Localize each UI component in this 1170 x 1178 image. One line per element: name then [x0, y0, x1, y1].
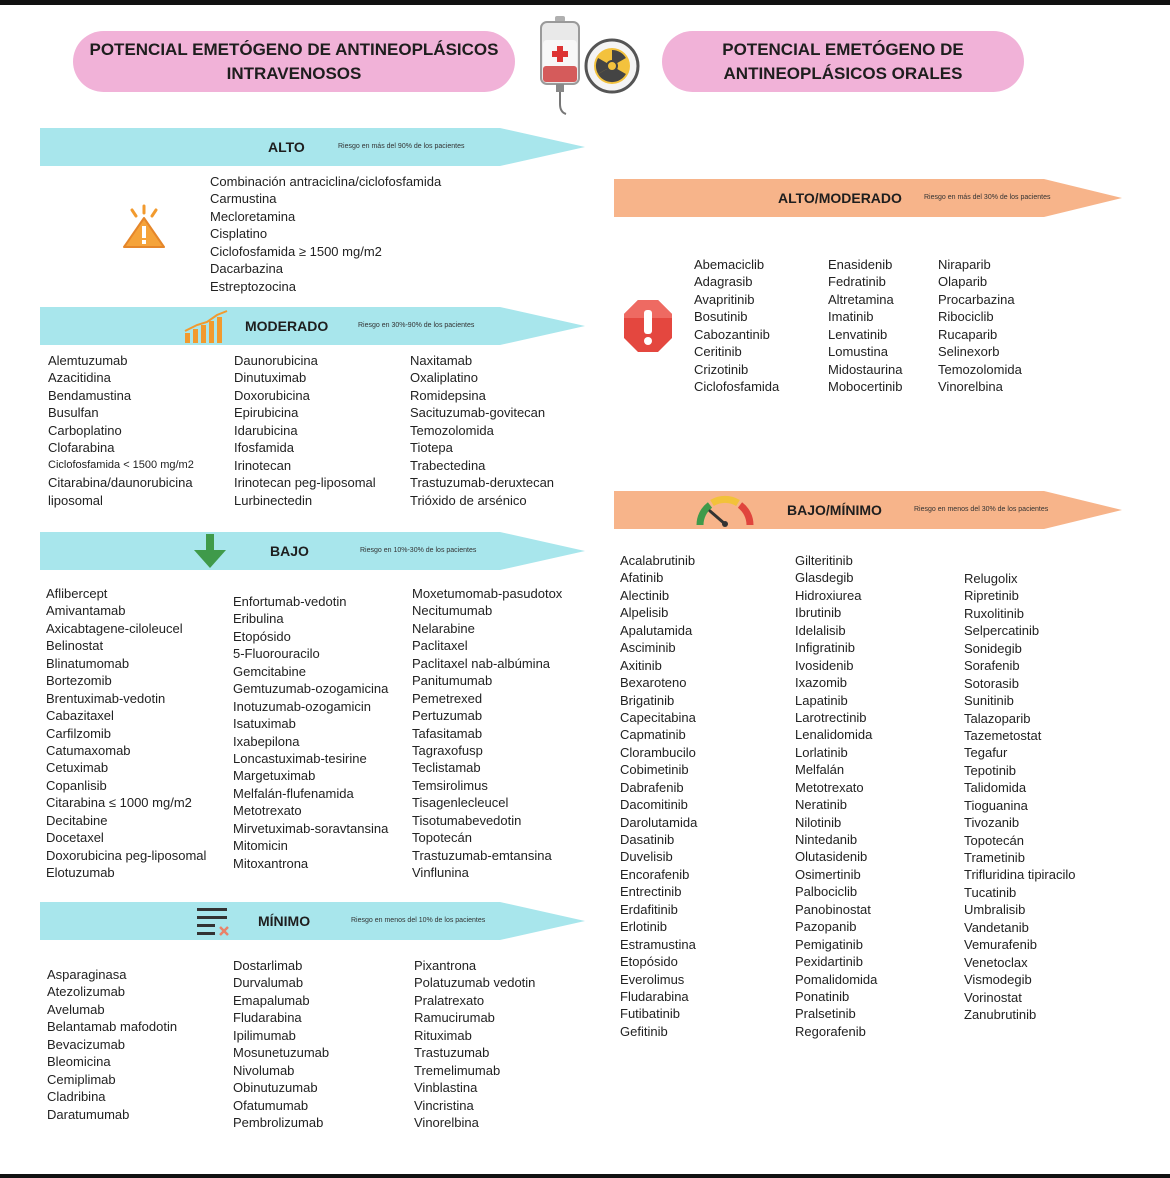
drug-name: Rituximab	[414, 1027, 472, 1043]
drug-name: Tagraxofusp	[412, 742, 483, 758]
drug-name: Nintedanib	[795, 832, 858, 847]
drug-name: Vandetanib	[964, 919, 1029, 935]
oral-bajo-minimo-col3	[964, 570, 1076, 1023]
oral-bajo-minimo-banner	[614, 491, 1122, 529]
drug-name: Panobinostat	[795, 901, 871, 917]
drug-name: Melfalán	[795, 762, 845, 778]
drug-name: Pralsetinib	[795, 1006, 856, 1022]
drug-name: Selinexorb	[938, 344, 1000, 360]
iv-moderado-col2	[234, 352, 376, 509]
iv-bajo-title: BAJO	[270, 543, 309, 559]
drug-name: Isatuximab	[233, 716, 296, 732]
oral-alto-moderado-col1	[694, 256, 779, 396]
drug-name: Atezolizumab	[47, 984, 126, 1000]
bottom-border	[0, 1174, 1170, 1178]
list-icon	[195, 906, 231, 938]
drug-name: Cabozantinib	[694, 326, 770, 342]
drug-name: Ixabepilona	[233, 733, 300, 749]
drug-name: Vinorelbina	[938, 379, 1003, 395]
drug-name: Aflibercept	[46, 586, 108, 601]
drug-name: Emapalumab	[233, 992, 310, 1008]
iv-minimo-col3	[414, 957, 535, 1131]
drug-name: Tisotumabevedotin	[412, 812, 522, 828]
drug-name: Sotorasib	[964, 675, 1019, 691]
drug-name: Palbociclib	[795, 884, 858, 900]
drug-name: Fedratinib	[828, 274, 886, 290]
drug-name: Necitumumab	[412, 603, 493, 619]
iv-alto-banner	[40, 128, 585, 166]
drug-name: Vinflunina	[412, 865, 469, 880]
drug-name: Apalutamida	[620, 622, 693, 638]
drug-name: Trastuzumab	[414, 1045, 490, 1061]
iv-header-title: POTENCIAL EMETÓGENO DE ANTINEOPLÁSICOS INTRAVENOSOS	[89, 39, 499, 83]
drug-name: Dacomitinib	[620, 797, 688, 813]
drug-name: Erlotinib	[620, 919, 667, 935]
drug-name: Irinotecan peg-liposomal	[234, 475, 376, 491]
drug-name: Obinutuzumab	[233, 1080, 318, 1096]
oral-alto-moderado-col3	[938, 256, 1022, 396]
oral-bajo-minimo-col1	[620, 552, 697, 1040]
drug-name: Ivosidenib	[795, 657, 854, 673]
drug-name: Brentuximab-vedotin	[46, 690, 166, 706]
drug-name: Eribulina	[233, 611, 284, 627]
drug-name: Avapritinib	[694, 291, 755, 307]
drug-name: Vinblastina	[414, 1080, 478, 1096]
drug-name: Amivantamab	[46, 603, 126, 619]
drug-name: Ibrutinib	[795, 605, 842, 621]
iv-minimo-col2	[233, 957, 329, 1131]
drug-name: Margetuximab	[233, 768, 316, 784]
drug-name: Sunitinib	[964, 693, 1014, 709]
drug-name: Asciminib	[620, 640, 676, 656]
oral-bajo-minimo-col2	[795, 552, 877, 1040]
drug-name: Lenvatinib	[828, 326, 888, 342]
drug-name: Afatinib	[620, 570, 664, 586]
drug-name: Larotrectinib	[795, 709, 867, 725]
drug-name: Midostaurina	[828, 361, 903, 377]
drug-name: Vorinostat	[964, 989, 1022, 1005]
drug-name: Nelarabine	[412, 620, 475, 636]
drug-name: Tivozanib	[964, 815, 1020, 831]
drug-name: Sonidegib	[964, 640, 1022, 656]
drug-name: Carfilzomib	[46, 725, 112, 741]
iv-minimo-title: MÍNIMO	[258, 913, 311, 929]
drug-name: Bosutinib	[694, 309, 748, 325]
drug-name: Infigratinib	[795, 640, 855, 656]
drug-name: Adagrasib	[694, 274, 753, 290]
drug-name: Talazoparib	[964, 710, 1031, 726]
top-border	[0, 0, 1170, 5]
drug-name: Enfortumab-vedotin	[233, 594, 347, 609]
drug-name: Tazemetostat	[964, 727, 1042, 743]
drug-name: Elotuzumab	[46, 865, 115, 880]
drug-name: Darolutamida	[620, 814, 698, 830]
drug-name: Copanlisib	[46, 777, 107, 793]
drug-name: Ponatinib	[795, 988, 850, 1004]
drug-name: Pixantrona	[414, 958, 477, 973]
iv-moderado-col1	[48, 352, 194, 509]
drug-name: Olaparib	[938, 274, 988, 290]
oral-header-pill	[662, 31, 1024, 92]
drug-name: Lorlatinib	[795, 744, 848, 760]
drug-name: Trióxido de arsénico	[410, 492, 527, 508]
drug-name: Pomalidomida	[795, 971, 878, 987]
oral-alto-moderado-title: ALTO/MODERADO	[778, 190, 902, 206]
oral-alto-moderado-col2	[828, 256, 902, 396]
iv-bajo-banner	[40, 532, 585, 570]
oral-bajo-minimo-title: BAJO/MÍNIMO	[787, 502, 882, 518]
drug-name: Ruxolitinib	[964, 605, 1024, 621]
drug-name: Fludarabina	[233, 1010, 302, 1026]
iv-minimo-col1	[47, 966, 177, 1123]
drug-name: Cemiplimab	[47, 1071, 116, 1087]
drug-name: Clofarabina	[48, 440, 115, 456]
drug-name: Encorafenib	[620, 866, 690, 882]
drug-name: Duvelisib	[620, 849, 673, 865]
radiation-icon	[584, 38, 640, 94]
drug-name: Bevacizumab	[47, 1036, 126, 1052]
drug-name: Dinutuximab	[234, 370, 307, 386]
drug-name: Tepotinib	[964, 762, 1017, 778]
drug-name: Carboplatino	[48, 422, 122, 438]
drug-name: Trametinib	[964, 850, 1025, 865]
drug-name: Paclitaxel	[412, 638, 468, 654]
drug-name: Crizotinib	[694, 361, 749, 377]
drug-name: Bexaroteno	[620, 675, 687, 691]
drug-name: Idarubicina	[234, 422, 298, 438]
drug-name: Ciclofosfamida	[694, 379, 780, 395]
drug-name: Daunorubicina	[234, 353, 318, 368]
drug-name: Carmustina	[210, 191, 277, 207]
drug-name: Tegafur	[964, 745, 1008, 761]
drug-name: Lenalidomida	[795, 727, 873, 743]
drug-name: Trastuzumab-emtansina	[412, 847, 552, 863]
drug-name: Estreptozocina	[210, 278, 296, 294]
drug-name: Melfalán-flufenamida	[233, 785, 354, 801]
iv-alto-note: Riesgo en más del 90% de los pacientes	[338, 143, 465, 150]
drug-name: Pemetrexed	[412, 690, 483, 706]
drug-name: Vincristina	[414, 1097, 474, 1113]
iv-minimo-note: Riesgo en menos del 10% de los pacientes	[351, 917, 486, 924]
drug-name: Dasatinib	[620, 832, 675, 847]
drug-name: Lomustina	[828, 344, 888, 360]
drug-name: Fludarabina	[620, 988, 689, 1004]
drug-name: Tioguanina	[964, 797, 1028, 813]
iv-alto-title: ALTO	[268, 139, 305, 155]
down-arrow-icon	[190, 532, 230, 570]
drug-name: Docetaxel	[46, 830, 104, 846]
drug-name: Futibatinib	[620, 1006, 680, 1022]
drug-name: Belinostat	[46, 638, 104, 654]
drug-name: Abemaciclib	[694, 257, 765, 272]
drug-name: Cisplatino	[210, 226, 268, 242]
drug-name: Everolimus	[620, 971, 685, 987]
drug-name: Osimertinib	[795, 866, 861, 882]
drug-name: Ciclofosfamida ≥ 1500 mg/m2	[210, 243, 382, 259]
drug-name: Dostarlimab	[233, 958, 303, 973]
drug-name: Sacituzumab-govitecan	[410, 405, 546, 421]
drug-name: Acalabrutinib	[620, 553, 696, 568]
drug-name: Procarbazina	[938, 291, 1015, 307]
drug-name: Clorambucilo	[620, 744, 696, 760]
drug-name: Ciclofosfamida < 1500 mg/m2	[48, 458, 194, 471]
drug-name: Pazopanib	[795, 919, 857, 935]
drug-name: Axitinib	[620, 657, 662, 673]
drug-name: Pembrolizumab	[233, 1114, 324, 1130]
drug-name: Ifosfamida	[234, 440, 294, 456]
drug-name: Citarabina ≤ 1000 mg/m2	[46, 795, 192, 811]
iv-minimo-banner	[40, 902, 585, 940]
oral-header-title: POTENCIAL EMETÓGENO DE ANTINEOPLÁSICOS ORALES	[722, 39, 964, 83]
drug-name: Sorafenib	[964, 658, 1020, 674]
iv-moderado-col3	[410, 352, 554, 509]
drug-name: Venetoclax	[964, 954, 1028, 970]
drug-name: Catumaxomab	[46, 742, 131, 758]
drug-name: Ceritinib	[694, 344, 742, 360]
drug-name: Axicabtagene-ciloleucel	[46, 620, 183, 636]
drug-name: Alemtuzumab	[48, 353, 128, 368]
drug-name: Doxorubicina	[234, 387, 310, 403]
drug-name: Mecloretamina	[210, 208, 296, 224]
drug-name: Mitomicin	[233, 838, 288, 854]
drug-name: Decitabine	[46, 812, 108, 828]
drug-name: Ofatumumab	[233, 1097, 309, 1113]
iv-bajo-col3	[412, 585, 562, 881]
drug-name: Talidomida	[964, 780, 1027, 796]
drug-name: Gilteritinib	[795, 553, 853, 568]
drug-name: Tisagenlecleucel	[412, 795, 509, 811]
drug-name: Selpercatinib	[964, 623, 1040, 639]
iv-bajo-col2	[233, 593, 388, 872]
drug-name: Temsirolimus	[412, 777, 488, 793]
drug-name: Ipilimumab	[233, 1027, 296, 1043]
drug-name: Bendamustina	[48, 387, 132, 403]
drug-name: Polatuzumab vedotin	[414, 975, 536, 991]
drug-name: Metotrexato	[233, 803, 302, 819]
drug-name: Vinorelbina	[414, 1114, 479, 1130]
drug-name: Cabazitaxel	[46, 708, 114, 724]
drug-name: Ripretinib	[964, 588, 1019, 604]
drug-name: Tafasitamab	[412, 725, 483, 741]
drug-name: Citarabina/daunorubicina	[48, 475, 193, 491]
drug-name: Cetuximab	[46, 760, 109, 776]
iv-moderado-note: Riesgo en 30%-90% de los pacientes	[358, 322, 475, 329]
drug-name: 5-Fluorouracilo	[233, 646, 320, 662]
drug-name: Mobocertinib	[828, 379, 903, 395]
drug-name: Tiotepa	[410, 440, 453, 456]
drug-name: Olutasidenib	[795, 849, 868, 865]
warning-icon	[122, 204, 168, 250]
drug-name: Vemurafenib	[964, 937, 1037, 953]
drug-name: Cobimetinib	[620, 762, 689, 778]
drug-name: Temozolomida	[410, 422, 494, 438]
drug-name: Tremelimumab	[414, 1062, 501, 1078]
drug-name: Umbralisib	[964, 902, 1026, 918]
drug-name: Entrectinib	[620, 884, 682, 900]
drug-name: Doxorubicina peg-liposomal	[46, 847, 207, 863]
drug-name: Topotecán	[964, 832, 1024, 848]
drug-name: Mitoxantrona	[233, 855, 309, 871]
drug-name: Teclistamab	[412, 760, 481, 776]
drug-name: Neratinib	[795, 797, 848, 813]
gauge-icon	[694, 493, 756, 527]
bar-chart-icon	[183, 309, 231, 343]
iv-bajo-note: Riesgo en 10%-30% de los pacientes	[360, 547, 477, 554]
drug-name: Nilotinib	[795, 814, 842, 830]
drug-name: Gemcitabine	[233, 663, 306, 679]
drug-name: Inotuzumab-ozogamicin	[233, 698, 372, 714]
drug-name: Combinación antraciclina/ciclofosfamida	[210, 174, 442, 189]
drug-name: Etopósido	[233, 628, 291, 644]
drug-name: Mosunetuzumab	[233, 1045, 330, 1061]
oral-alto-moderado-banner	[614, 179, 1122, 217]
drug-name: Relugolix	[964, 571, 1018, 586]
drug-name: Alectinib	[620, 587, 670, 603]
drug-name: Brigatinib	[620, 692, 675, 708]
drug-name: Epirubicina	[234, 405, 299, 421]
drug-name: Topotecán	[412, 830, 472, 846]
drug-name: Durvalumab	[233, 975, 304, 991]
drug-name: Capecitabina	[620, 709, 696, 725]
drug-name: Hidroxiurea	[795, 587, 862, 603]
drug-name: Panitumumab	[412, 673, 493, 689]
drug-name: Capmatinib	[620, 727, 686, 743]
drug-name: Glasdegib	[795, 570, 854, 586]
drug-name: Nivolumab	[233, 1062, 295, 1078]
drug-name: Imatinib	[828, 309, 874, 325]
drug-name: Enasidenib	[828, 257, 893, 272]
drug-name: liposomal	[48, 492, 103, 508]
drug-name: Bleomicina	[47, 1054, 111, 1070]
drug-name: Alpelisib	[620, 605, 669, 621]
drug-name: Vismodegib	[964, 972, 1032, 988]
drug-name: Irinotecan	[234, 457, 292, 473]
drug-name: Gemtuzumab-ozogamicina	[233, 681, 389, 697]
drug-name: Asparaginasa	[47, 967, 127, 982]
drug-name: Pexidartinib	[795, 954, 863, 970]
drug-name: Tucatinib	[964, 884, 1017, 900]
drug-name: Estramustina	[620, 936, 696, 952]
drug-name: Blinatumomab	[46, 655, 130, 671]
drug-name: Regorafenib	[795, 1023, 866, 1039]
drug-name: Naxitamab	[410, 353, 473, 368]
drug-name: Paclitaxel nab-albúmina	[412, 655, 551, 671]
drug-name: Lapatinib	[795, 692, 848, 708]
iv-bajo-col1	[46, 585, 206, 881]
drug-name: Ixazomib	[795, 675, 848, 691]
iv-header-pill	[73, 31, 515, 92]
drug-name: Pertuzumab	[412, 708, 483, 724]
iv-moderado-title: MODERADO	[245, 318, 329, 334]
drug-name: Pemigatinib	[795, 936, 863, 952]
oral-bajo-minimo-note: Riesgo en menos del 30% de los pacientes	[914, 506, 1049, 513]
drug-name: Lurbinectedin	[234, 492, 313, 508]
drug-name: Gefitinib	[620, 1023, 668, 1039]
iv-bag-icon	[536, 16, 584, 116]
drug-name: Busulfan	[48, 405, 99, 421]
drug-name: Temozolomida	[938, 361, 1022, 377]
drug-name: Avelumab	[47, 1001, 105, 1017]
drug-name: Ramucirumab	[414, 1010, 495, 1026]
drug-name: Bortezomib	[46, 673, 112, 689]
drug-name: Niraparib	[938, 257, 991, 272]
drug-name: Belantamab mafodotin	[47, 1019, 178, 1035]
drug-name: Altretamina	[828, 291, 894, 307]
iv-moderado-banner	[40, 307, 585, 345]
drug-name: Daratumumab	[47, 1106, 130, 1122]
drug-name: Loncastuximab-tesirine	[233, 750, 367, 766]
drug-name: Erdafitinib	[620, 901, 678, 917]
iv-alto-list	[210, 173, 441, 295]
drug-name: Pralatrexato	[414, 992, 485, 1008]
drug-name: Dacarbazina	[210, 261, 283, 277]
exclamation-icon	[622, 298, 674, 354]
oral-alto-moderado-note: Riesgo en más del 30% de los pacientes	[924, 194, 1051, 201]
drug-name: Oxaliplatino	[410, 370, 478, 386]
drug-name: Rucaparib	[938, 326, 998, 342]
drug-name: Mirvetuximab-soravtansina	[233, 820, 389, 836]
drug-name: Metotrexato	[795, 779, 864, 795]
drug-name: Azacitidina	[48, 370, 111, 386]
drug-name: Zanubrutinib	[964, 1006, 1037, 1022]
drug-name: Romidepsina	[410, 387, 486, 403]
drug-name: Ribociclib	[938, 309, 994, 325]
drug-name: Moxetumomab-pasudotox	[412, 586, 563, 601]
drug-name: Trabectedina	[410, 457, 486, 473]
drug-name: Etopósido	[620, 954, 678, 970]
drug-name: Trifluridina tipiracilo	[964, 867, 1076, 883]
drug-name: Trastuzumab-deruxtecan	[410, 475, 555, 491]
drug-name: Idelalisib	[795, 622, 846, 638]
drug-name: Cladribina	[47, 1089, 106, 1105]
drug-name: Dabrafenib	[620, 779, 684, 795]
